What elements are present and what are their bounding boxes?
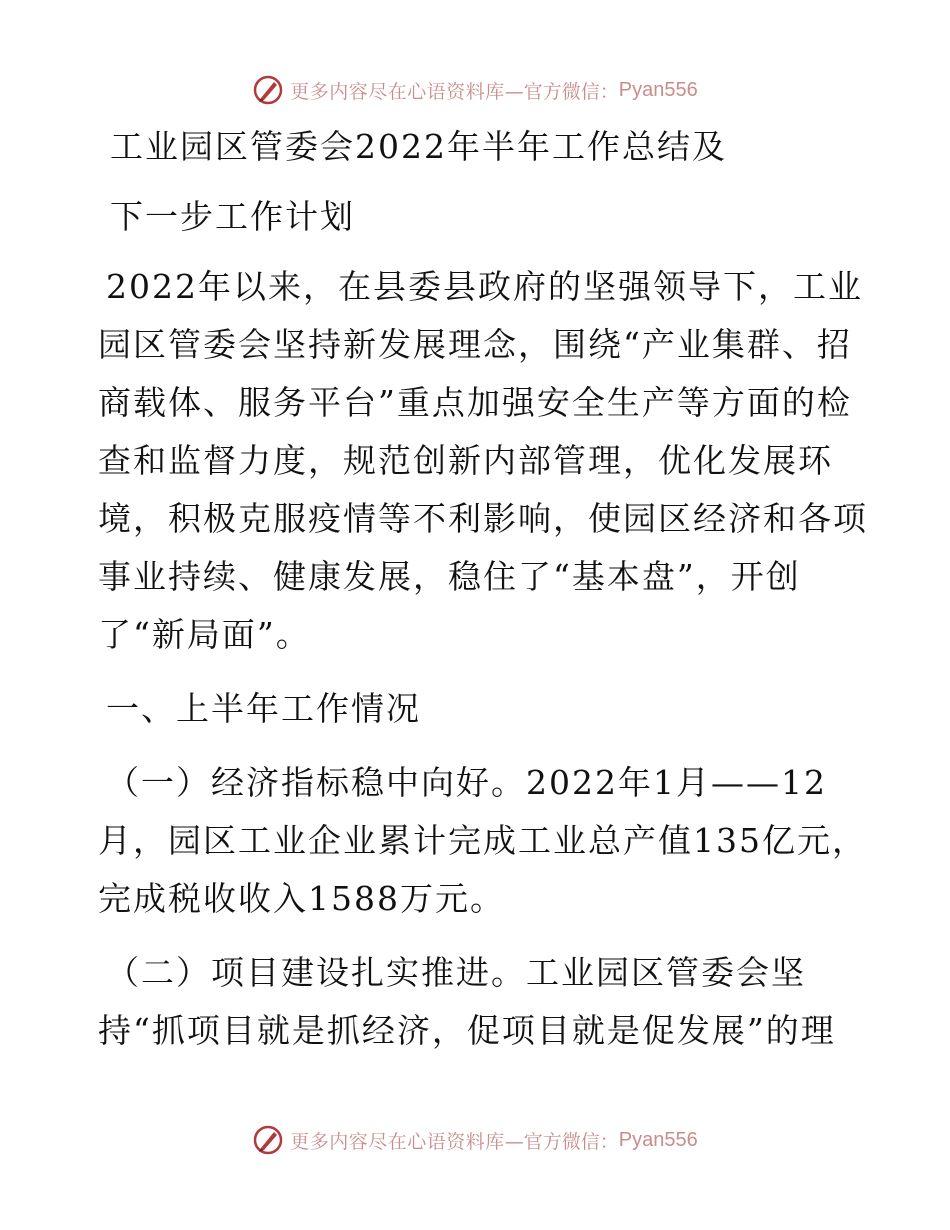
intro-line: 园区管委会坚持新发展理念，围绕“产业集群、招 bbox=[98, 325, 852, 364]
quill-pen-logo-icon bbox=[252, 74, 284, 106]
watermark-text: 更多内容尽在心语资料库 bbox=[290, 1130, 505, 1153]
document-body bbox=[98, 118, 868, 1060]
intro-line: 了“新局面”。 bbox=[98, 615, 311, 654]
intro-line: 商载体、服务平台”重点加强安全生产等方面的检 bbox=[98, 383, 852, 422]
section-heading: 一、上半年工作情况 bbox=[106, 689, 421, 728]
intro-line: 境，积极克服疫情等不利影响，使园区经济和各项 bbox=[98, 499, 868, 538]
item-1-paragraph bbox=[98, 754, 867, 928]
document-title-line-1: 工业园区管委会2022年半年工作总结及 bbox=[110, 127, 727, 166]
item-2-line: 持“抓项目就是抓经济，促项目就是促发展”的理 bbox=[98, 1011, 836, 1050]
item-2-line: （二）项目建设扎实推进。工业园区管委会坚 bbox=[106, 953, 806, 992]
watermark-wechat-id: Pyan556 bbox=[618, 78, 698, 101]
quill-pen-logo-icon bbox=[252, 1124, 284, 1156]
item-2-paragraph bbox=[98, 944, 853, 1060]
watermark-text: 更多内容尽在心语资料库 bbox=[290, 80, 505, 103]
watermark-separator: —官方微信： bbox=[504, 80, 619, 103]
intro-line: 查和监督力度，规范创新内部管理，优化发展环 bbox=[98, 441, 833, 480]
document-title-line-2: 下一步工作计划 bbox=[110, 197, 355, 236]
item-1-line: （一）经济指标稳中向好。2022年1月——12 bbox=[106, 763, 827, 802]
watermark-separator: —官方微信： bbox=[504, 1130, 619, 1153]
item-1-line: 完成税收收入1588万元。 bbox=[98, 879, 505, 918]
intro-line: 事业持续、健康发展，稳住了“基本盘”，开创 bbox=[98, 557, 801, 596]
header-watermark bbox=[0, 70, 950, 110]
intro-paragraph bbox=[98, 258, 868, 664]
intro-line: 2022年以来，在县委县政府的坚强领导下，工业 bbox=[106, 267, 863, 306]
item-1-line: 月，园区工业企业累计完成工业总产值135亿元， bbox=[98, 821, 867, 860]
watermark-wechat-id: Pyan556 bbox=[618, 1128, 698, 1151]
footer-watermark bbox=[0, 1120, 950, 1160]
